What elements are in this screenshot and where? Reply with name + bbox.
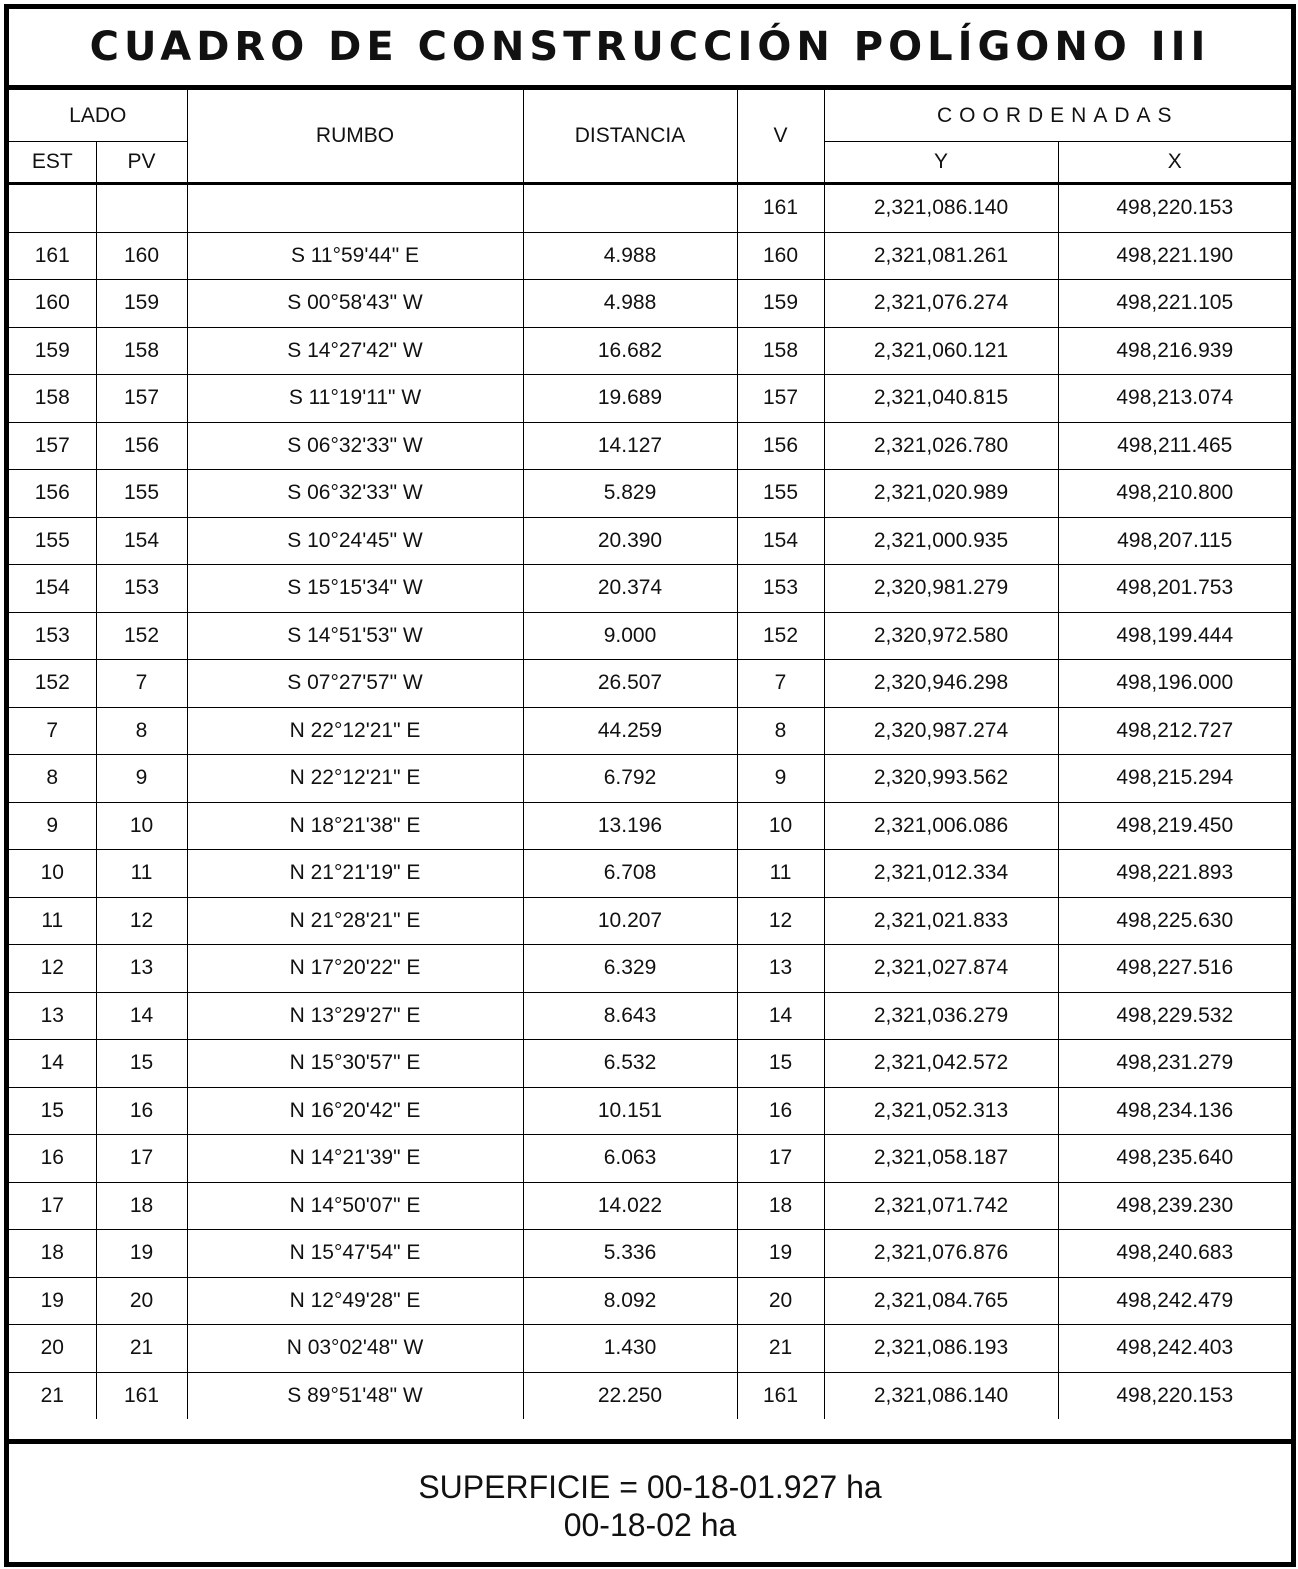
cell-y: 2,321,006.086 — [824, 802, 1058, 850]
cell-v: 17 — [737, 1135, 824, 1183]
cell-x: 498,221.105 — [1058, 280, 1291, 328]
cell-distancia: 20.390 — [523, 517, 737, 565]
cell-pv: 15 — [96, 1040, 187, 1088]
cell-est — [9, 184, 96, 233]
header-lado: LADO — [9, 90, 187, 142]
cell-pv: 157 — [96, 375, 187, 423]
cell-y: 2,320,981.279 — [824, 565, 1058, 613]
cell-rumbo: S 15°15'34" W — [187, 565, 523, 613]
cell-y: 2,320,987.274 — [824, 707, 1058, 755]
table-row — [9, 850, 1291, 898]
cell-distancia: 6.708 — [523, 850, 737, 898]
cell-x: 498,196.000 — [1058, 660, 1291, 708]
table-row — [9, 184, 1291, 233]
table-row — [9, 280, 1291, 328]
cell-est: 16 — [9, 1135, 96, 1183]
cell-y: 2,321,058.187 — [824, 1135, 1058, 1183]
cell-est: 13 — [9, 992, 96, 1040]
cell-pv: 155 — [96, 470, 187, 518]
cell-rumbo: S 11°19'11" W — [187, 375, 523, 423]
table-row — [9, 565, 1291, 613]
cell-distancia: 22.250 — [523, 1372, 737, 1419]
cell-x: 498,210.800 — [1058, 470, 1291, 518]
cell-x: 498,242.479 — [1058, 1277, 1291, 1325]
cell-x: 498,220.153 — [1058, 184, 1291, 233]
cell-distancia: 10.207 — [523, 897, 737, 945]
cell-est: 17 — [9, 1182, 96, 1230]
cell-pv: 18 — [96, 1182, 187, 1230]
cell-x: 498,219.450 — [1058, 802, 1291, 850]
cell-y: 2,321,021.833 — [824, 897, 1058, 945]
cell-rumbo: S 11°59'44" E — [187, 232, 523, 280]
table-row — [9, 1230, 1291, 1278]
cell-rumbo: N 03°02'48" W — [187, 1325, 523, 1373]
cell-distancia: 8.643 — [523, 992, 737, 1040]
table-row — [9, 1325, 1291, 1373]
cell-y: 2,321,026.780 — [824, 422, 1058, 470]
cell-distancia: 26.507 — [523, 660, 737, 708]
cell-rumbo: N 15°47'54" E — [187, 1230, 523, 1278]
cell-pv: 20 — [96, 1277, 187, 1325]
cell-distancia: 4.988 — [523, 232, 737, 280]
cell-v: 152 — [737, 612, 824, 660]
cell-x: 498,225.630 — [1058, 897, 1291, 945]
cell-rumbo: N 12°49'28" E — [187, 1277, 523, 1325]
cell-pv: 160 — [96, 232, 187, 280]
cell-est: 10 — [9, 850, 96, 898]
cell-est: 8 — [9, 755, 96, 803]
table-row — [9, 755, 1291, 803]
table-row — [9, 1087, 1291, 1135]
cell-rumbo: N 21°21'19" E — [187, 850, 523, 898]
cell-est: 21 — [9, 1372, 96, 1419]
cell-pv: 14 — [96, 992, 187, 1040]
cell-x: 498,235.640 — [1058, 1135, 1291, 1183]
cell-rumbo: N 16°20'42" E — [187, 1087, 523, 1135]
cell-v: 153 — [737, 565, 824, 613]
cell-distancia: 19.689 — [523, 375, 737, 423]
header-x: X — [1058, 142, 1291, 184]
cell-pv: 7 — [96, 660, 187, 708]
table-row — [9, 612, 1291, 660]
cell-pv: 17 — [96, 1135, 187, 1183]
cell-v: 155 — [737, 470, 824, 518]
cell-est: 11 — [9, 897, 96, 945]
cell-rumbo: S 00°58'43" W — [187, 280, 523, 328]
cell-v: 7 — [737, 660, 824, 708]
header-distancia: DISTANCIA — [523, 90, 737, 184]
cell-distancia: 13.196 — [523, 802, 737, 850]
cell-pv: 159 — [96, 280, 187, 328]
cell-distancia: 6.329 — [523, 945, 737, 993]
header-pv: PV — [96, 142, 187, 184]
cell-rumbo: S 06°32'33" W — [187, 422, 523, 470]
cell-v: 160 — [737, 232, 824, 280]
table-row — [9, 327, 1291, 375]
cell-distancia: 6.063 — [523, 1135, 737, 1183]
header-coordenadas: COORDENADAS — [824, 90, 1291, 142]
cell-y: 2,321,086.140 — [824, 1372, 1058, 1419]
cell-v: 11 — [737, 850, 824, 898]
table-header — [9, 90, 1291, 184]
cell-pv: 156 — [96, 422, 187, 470]
cell-y: 2,321,060.121 — [824, 327, 1058, 375]
table-row — [9, 1277, 1291, 1325]
cell-distancia: 16.682 — [523, 327, 737, 375]
cell-v: 154 — [737, 517, 824, 565]
cell-y: 2,321,076.876 — [824, 1230, 1058, 1278]
cell-rumbo: N 15°30'57" E — [187, 1040, 523, 1088]
cell-rumbo: N 17°20'22" E — [187, 945, 523, 993]
cell-x: 498,227.516 — [1058, 945, 1291, 993]
cell-x: 498,242.403 — [1058, 1325, 1291, 1373]
cell-distancia: 8.092 — [523, 1277, 737, 1325]
cell-v: 157 — [737, 375, 824, 423]
table-row — [9, 375, 1291, 423]
cell-y: 2,321,042.572 — [824, 1040, 1058, 1088]
cell-distancia: 4.988 — [523, 280, 737, 328]
cell-est: 15 — [9, 1087, 96, 1135]
cell-distancia: 20.374 — [523, 565, 737, 613]
cell-y: 2,321,086.140 — [824, 184, 1058, 233]
cell-rumbo: N 14°50'07" E — [187, 1182, 523, 1230]
cell-est: 159 — [9, 327, 96, 375]
cell-distancia — [523, 184, 737, 233]
cell-est: 19 — [9, 1277, 96, 1325]
cell-pv: 153 — [96, 565, 187, 613]
table-row — [9, 1135, 1291, 1183]
cell-pv: 8 — [96, 707, 187, 755]
cell-rumbo: S 07°27'57" W — [187, 660, 523, 708]
cell-est: 14 — [9, 1040, 96, 1088]
cell-est: 12 — [9, 945, 96, 993]
cell-distancia: 5.336 — [523, 1230, 737, 1278]
cell-x: 498,213.074 — [1058, 375, 1291, 423]
table-row — [9, 1372, 1291, 1419]
cell-x: 498,199.444 — [1058, 612, 1291, 660]
cell-y: 2,321,040.815 — [824, 375, 1058, 423]
cell-pv: 11 — [96, 850, 187, 898]
cell-y: 2,320,993.562 — [824, 755, 1058, 803]
cell-est: 157 — [9, 422, 96, 470]
cell-y: 2,321,081.261 — [824, 232, 1058, 280]
cell-est: 154 — [9, 565, 96, 613]
cell-v: 159 — [737, 280, 824, 328]
cell-v: 19 — [737, 1230, 824, 1278]
cell-est: 156 — [9, 470, 96, 518]
cell-est: 155 — [9, 517, 96, 565]
cell-v: 10 — [737, 802, 824, 850]
cell-distancia: 9.000 — [523, 612, 737, 660]
cell-v: 15 — [737, 1040, 824, 1088]
table-row — [9, 1040, 1291, 1088]
cell-y: 2,321,076.274 — [824, 280, 1058, 328]
cell-distancia: 6.792 — [523, 755, 737, 803]
cell-est: 158 — [9, 375, 96, 423]
cell-est: 18 — [9, 1230, 96, 1278]
table-row — [9, 470, 1291, 518]
cell-distancia: 14.127 — [523, 422, 737, 470]
cell-x: 498,231.279 — [1058, 1040, 1291, 1088]
cell-x: 498,207.115 — [1058, 517, 1291, 565]
cell-distancia: 1.430 — [523, 1325, 737, 1373]
cell-rumbo — [187, 184, 523, 233]
cell-pv: 16 — [96, 1087, 187, 1135]
cell-x: 498,239.230 — [1058, 1182, 1291, 1230]
cell-x: 498,234.136 — [1058, 1087, 1291, 1135]
cell-pv: 13 — [96, 945, 187, 993]
table-row — [9, 660, 1291, 708]
document-title: CUADRO DE CONSTRUCCIÓN POLÍGONO III — [9, 9, 1291, 90]
cell-est: 160 — [9, 280, 96, 328]
cell-distancia: 14.022 — [523, 1182, 737, 1230]
cell-rumbo: S 14°27'42" W — [187, 327, 523, 375]
cell-x: 498,212.727 — [1058, 707, 1291, 755]
cell-v: 161 — [737, 1372, 824, 1419]
table-row — [9, 1182, 1291, 1230]
cell-y: 2,321,000.935 — [824, 517, 1058, 565]
cell-pv: 21 — [96, 1325, 187, 1373]
cell-pv: 161 — [96, 1372, 187, 1419]
cell-pv: 10 — [96, 802, 187, 850]
cell-y: 2,321,020.989 — [824, 470, 1058, 518]
cell-distancia: 44.259 — [523, 707, 737, 755]
cell-v: 21 — [737, 1325, 824, 1373]
cell-y: 2,321,027.874 — [824, 945, 1058, 993]
cell-v: 8 — [737, 707, 824, 755]
table-row — [9, 517, 1291, 565]
cell-x: 498,201.753 — [1058, 565, 1291, 613]
cell-rumbo: S 10°24'45" W — [187, 517, 523, 565]
cell-rumbo: S 06°32'33" W — [187, 470, 523, 518]
table-row — [9, 945, 1291, 993]
cell-v: 158 — [737, 327, 824, 375]
cell-distancia: 6.532 — [523, 1040, 737, 1088]
cell-y: 2,320,946.298 — [824, 660, 1058, 708]
cell-rumbo: N 18°21'38" E — [187, 802, 523, 850]
cell-est: 153 — [9, 612, 96, 660]
surface-area-rounded: 00-18-02 ha — [563, 1506, 737, 1543]
cell-v: 9 — [737, 755, 824, 803]
construction-table-document — [4, 4, 1296, 1567]
cell-v: 16 — [737, 1087, 824, 1135]
cell-est: 20 — [9, 1325, 96, 1373]
cell-y: 2,321,084.765 — [824, 1277, 1058, 1325]
cell-v: 13 — [737, 945, 824, 993]
cell-v: 12 — [737, 897, 824, 945]
cell-rumbo: N 14°21'39" E — [187, 1135, 523, 1183]
table-body — [9, 184, 1291, 1420]
cell-x: 498,216.939 — [1058, 327, 1291, 375]
cell-x: 498,220.153 — [1058, 1372, 1291, 1419]
cell-distancia: 5.829 — [523, 470, 737, 518]
surface-area-footer — [9, 1439, 1291, 1567]
cell-est: 7 — [9, 707, 96, 755]
cell-rumbo: S 89°51'48" W — [187, 1372, 523, 1419]
surface-area-value: SUPERFICIE = 00-18-01.927 ha — [418, 1468, 882, 1505]
header-v: V — [737, 90, 824, 184]
header-y: Y — [824, 142, 1058, 184]
cell-v: 18 — [737, 1182, 824, 1230]
table-row — [9, 232, 1291, 280]
cell-v: 161 — [737, 184, 824, 233]
cell-y: 2,321,036.279 — [824, 992, 1058, 1040]
cell-v: 14 — [737, 992, 824, 1040]
construction-table — [9, 90, 1291, 1419]
cell-v: 156 — [737, 422, 824, 470]
table-row — [9, 897, 1291, 945]
cell-rumbo: S 14°51'53" W — [187, 612, 523, 660]
cell-pv: 158 — [96, 327, 187, 375]
cell-y: 2,321,071.742 — [824, 1182, 1058, 1230]
cell-x: 498,229.532 — [1058, 992, 1291, 1040]
cell-pv: 9 — [96, 755, 187, 803]
cell-y: 2,320,972.580 — [824, 612, 1058, 660]
cell-x: 498,240.683 — [1058, 1230, 1291, 1278]
table-row — [9, 802, 1291, 850]
table-row — [9, 422, 1291, 470]
cell-pv: 154 — [96, 517, 187, 565]
cell-x: 498,215.294 — [1058, 755, 1291, 803]
header-rumbo: RUMBO — [187, 90, 523, 184]
cell-y: 2,321,052.313 — [824, 1087, 1058, 1135]
cell-y: 2,321,086.193 — [824, 1325, 1058, 1373]
cell-pv — [96, 184, 187, 233]
cell-est: 161 — [9, 232, 96, 280]
cell-pv: 12 — [96, 897, 187, 945]
table-row — [9, 992, 1291, 1040]
cell-pv: 152 — [96, 612, 187, 660]
cell-rumbo: N 13°29'27" E — [187, 992, 523, 1040]
cell-rumbo: N 22°12'21" E — [187, 755, 523, 803]
cell-v: 20 — [737, 1277, 824, 1325]
header-est: EST — [9, 142, 96, 184]
cell-pv: 19 — [96, 1230, 187, 1278]
cell-rumbo: N 22°12'21" E — [187, 707, 523, 755]
cell-distancia: 10.151 — [523, 1087, 737, 1135]
cell-x: 498,221.893 — [1058, 850, 1291, 898]
table-row — [9, 707, 1291, 755]
cell-y: 2,321,012.334 — [824, 850, 1058, 898]
cell-est: 9 — [9, 802, 96, 850]
cell-x: 498,211.465 — [1058, 422, 1291, 470]
cell-est: 152 — [9, 660, 96, 708]
cell-rumbo: N 21°28'21" E — [187, 897, 523, 945]
cell-x: 498,221.190 — [1058, 232, 1291, 280]
